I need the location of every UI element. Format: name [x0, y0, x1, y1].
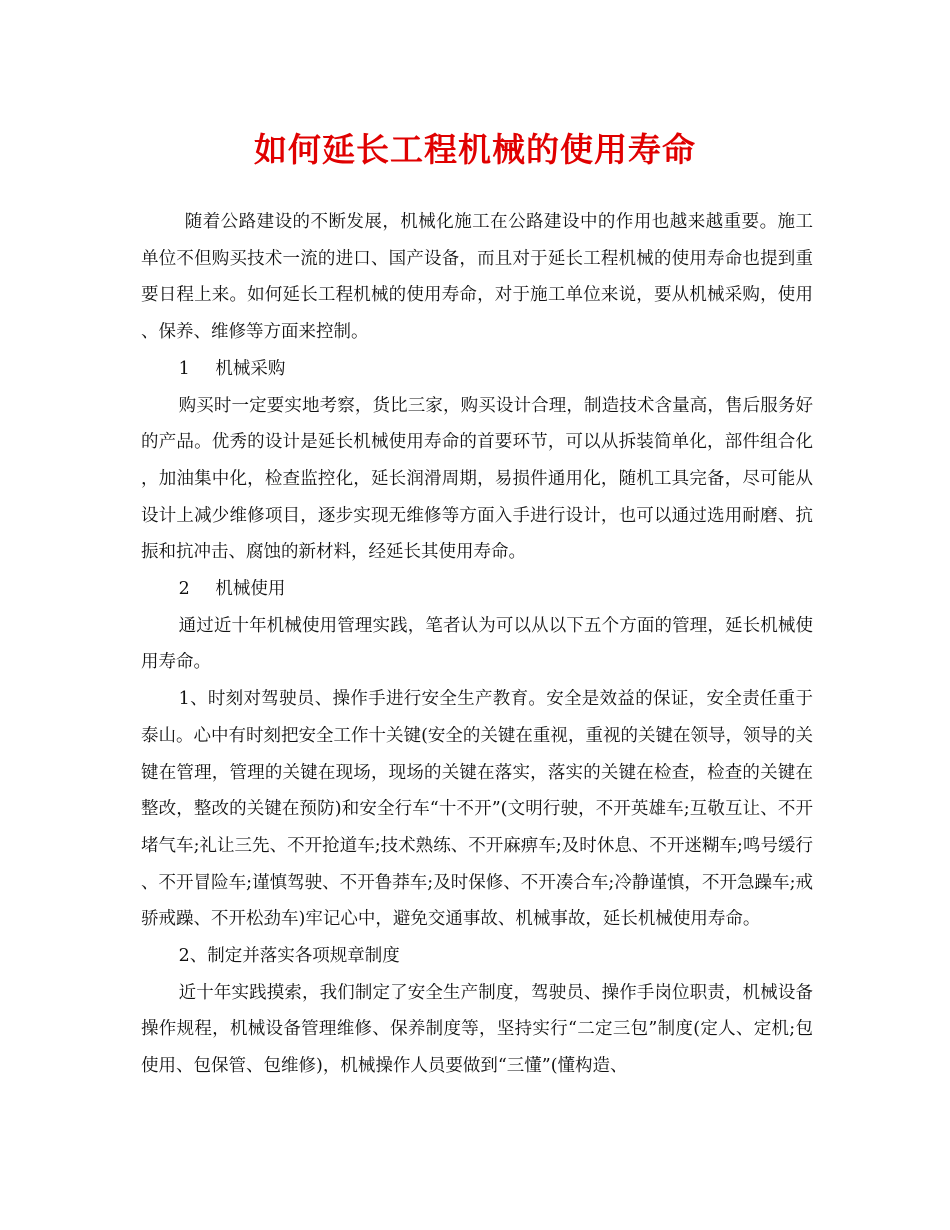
document-body — [141, 204, 813, 1085]
rules-subheading: 2、制定并落实各项规章制度 — [178, 946, 400, 967]
section-heading-usage — [141, 571, 813, 608]
section-number: 2 — [178, 579, 190, 600]
section-heading-purchase — [141, 351, 813, 388]
purchase-paragraph: 购买时一定要实地考察，货比三家，购买设计合理，制造技术含量高，售后服务好的产品。优秀的设计是延长机械使用寿命的首要环节，可以从拆装简单化，部件组合化，加油集中化，检查监控化，延长润滑周期，易损件通用化，随机工具完备，尽可能从设计上减少维修项目，逐步实现无维修等方面入手进行设计，也可以通过选用耐磨、抗振和抗冲击、腐蚀的新材料，经延长其使用寿命。 — [141, 395, 813, 563]
intro-paragraph: 随着公路建设的不断发展，机械化施工在公路建设中的作用也越来越重要。施工单位不但购买技术一流的进口、国产设备，而且对于延长工程机械的使用寿命也提到重要日程上来。如何延长工程机械的使用寿命，对于施工单位来说，要从机械采购，使用、保养、维修等方面来控制。 — [141, 212, 813, 343]
section-number: 1 — [178, 358, 190, 379]
section-label: 机械使用 — [215, 579, 286, 600]
document-title: 如何延长工程机械的使用寿命 — [254, 130, 696, 169]
safety-education-paragraph: 1、时刻对驾驶员、操作手进行安全生产教育。安全是效益的保证，安全责任重于泰山。心中有时刻把安全工作十关键(安全的关键在重视，重视的关键在领导，领导的关键在管理，管理的关键在现场，现场的关键在落实，落实的关键在检查，检查的关键在整改，整改的关键在预防)和安全行车“十不开”(文明行驶，不开英雄车;互敬互让、不开堵气车;礼让三先、不开抢道车;技术熟练、不开麻痹车;及时休息、不开迷糊车;鸣号缓行、不开冒险车;谨慎驾驶、不开鲁莽车;及时保修、不开凑合车;冷静谨慎，不开急躁车;戒骄戒躁、不开松劲车)牢记心中，避免交通事故、机械事故，延长机械使用寿命。 — [141, 689, 813, 930]
usage-intro-paragraph: 通过近十年机械使用管理实践，笔者认为可以从以下五个方面的管理，延长机械使用寿命。 — [141, 615, 813, 673]
section-label: 机械采购 — [215, 358, 286, 379]
rules-paragraph: 近十年实践摸索，我们制定了安全生产制度，驾驶员、操作手岗位职责，机械设备操作规程，机械设备管理维修、保养制度等，坚持实行“二定三包”制度(定人、定机;包使用、包保管、包维修)，机械操作人员要做到“三懂”(懂构造、 — [141, 982, 813, 1077]
